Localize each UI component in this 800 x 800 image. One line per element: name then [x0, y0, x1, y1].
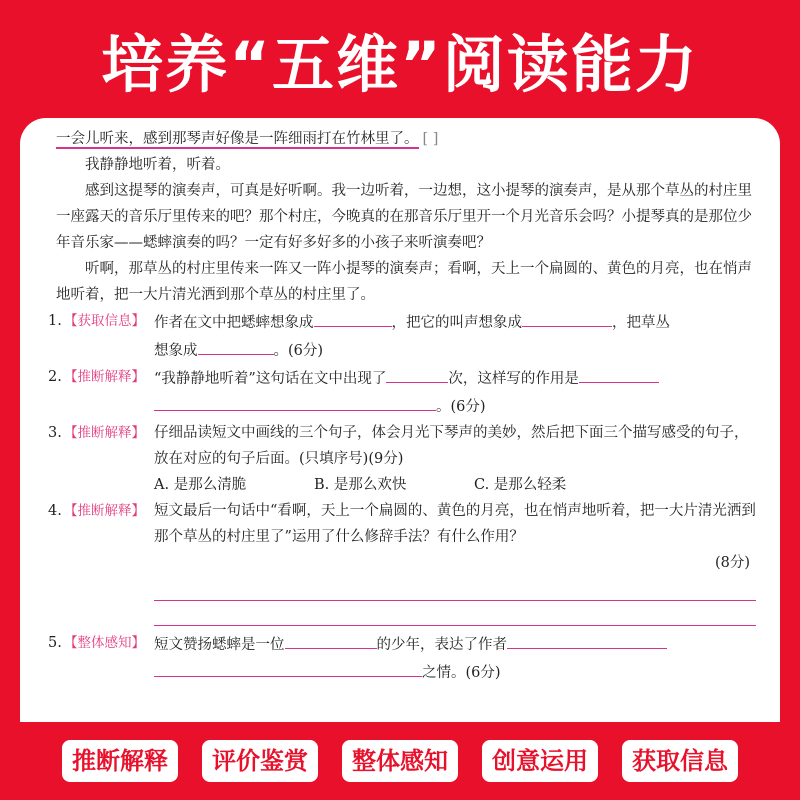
question-score: 。(6分) — [273, 343, 324, 359]
passage-paragraph-3: 感到这提琴的演奏声，可真是好听啊。我一边听着，一边想，这小提琴的演奏声，是从那个草丛的村庄里一座露天的音乐厅里传来的吧？那个村庄，今晚真的在那音乐厅里开一个月光音乐会吗？小提琴真的是那位少年音乐家——蟋蟀演奏的吗？一定有好多好多的小孩子来听演奏吧？ — [56, 183, 752, 251]
question-1 — [48, 308, 756, 364]
question-tag: 【推断解释】 — [64, 369, 145, 385]
answer-line[interactable] — [154, 601, 756, 626]
option-a: A. 是那么清脆 — [154, 477, 247, 493]
question-score: 之情。(6分) — [422, 665, 501, 681]
worksheet-content — [48, 126, 756, 686]
question-4 — [48, 498, 756, 626]
underlined-sentence: 一会儿听来，感到那琴声好像是一阵细雨打在竹林里了。 — [56, 131, 419, 147]
question-score: 。(6分) — [436, 399, 486, 415]
answer-blank[interactable] — [314, 308, 392, 327]
skill-tags-row — [0, 722, 800, 800]
passage-paragraph-2: 我静静地听着，听着。 — [85, 157, 230, 173]
question-tag: 【推断解释】 — [64, 503, 145, 519]
answer-line[interactable] — [154, 576, 756, 601]
answer-blank[interactable] — [198, 336, 274, 355]
question-number: 3. — [48, 425, 62, 441]
page-title: 培养“五维”阅读能力 — [101, 27, 699, 101]
question-2 — [48, 364, 756, 420]
question-text: 想象成 — [154, 343, 198, 359]
question-number: 1. — [48, 313, 62, 329]
question-3 — [48, 420, 756, 498]
question-tag: 【获取信息】 — [64, 313, 145, 329]
question-number: 4. — [48, 503, 62, 519]
question-text: 短文最后一句话中“看啊，天上一个扁圆的、黄色的月亮，也在悄声地听着，把一大片清光洒到那个草丛的村庄里了”运用了什么修辞手法？有什么作用？ — [154, 503, 756, 545]
tag-evaluate[interactable]: 评价鉴赏 — [202, 740, 318, 782]
answer-blank[interactable] — [522, 308, 612, 327]
answer-blank[interactable] — [154, 658, 422, 677]
tag-creative-use[interactable]: 创意运用 — [482, 740, 598, 782]
question-number: 5. — [48, 635, 62, 651]
question-tag: 【推断解释】 — [64, 425, 145, 441]
tag-overall-perception[interactable]: 整体感知 — [342, 740, 458, 782]
answer-blank[interactable] — [579, 364, 659, 383]
question-text: 短文赞扬蟋蟀是一位 — [154, 637, 285, 653]
header-banner — [0, 0, 800, 118]
answer-blank[interactable] — [507, 630, 667, 649]
option-b: B. 是那么欢快 — [314, 477, 407, 493]
question-text: “我静静地听着”这句话在文中出现了 — [154, 371, 387, 387]
question-text: ，把它的叫声想象成 — [391, 315, 522, 331]
question-tag: 【整体感知】 — [64, 635, 145, 651]
question-text: 次，这样写的作用是 — [448, 371, 579, 387]
answer-blank[interactable] — [154, 392, 436, 411]
tag-get-info[interactable]: 获取信息 — [622, 740, 738, 782]
options-row — [154, 472, 756, 498]
option-c: C. 是那么轻柔 — [474, 477, 567, 493]
answer-blank[interactable] — [285, 630, 377, 649]
answer-bracket[interactable]: [ ] — [422, 131, 439, 147]
question-text: 的少年，表达了作者 — [376, 637, 507, 653]
question-text: 仔细品读短文中画线的三个句子，体会月光下琴声的美妙，然后把下面三个描写感受的句子，放在对应的句子后面。(只填序号)(9分) — [154, 425, 749, 467]
passage-line-1 — [56, 126, 756, 152]
answer-blank[interactable] — [386, 364, 448, 383]
question-text: ，把草丛 — [612, 315, 670, 331]
question-text: 作者在文中把蟋蟀想象成 — [154, 315, 314, 331]
worksheet-page — [20, 118, 780, 722]
question-5 — [48, 630, 756, 686]
question-score: (8分) — [714, 555, 750, 571]
passage-paragraph-4: 听啊，那草丛的村庄里传来一阵又一阵小提琴的演奏声；看啊，天上一个扁圆的、黄色的月亮，也在悄声地听着，把一大片清光洒到那个草丛的村庄里了。 — [56, 261, 752, 303]
tag-infer-explain[interactable]: 推断解释 — [62, 740, 178, 782]
question-number: 2. — [48, 369, 62, 385]
